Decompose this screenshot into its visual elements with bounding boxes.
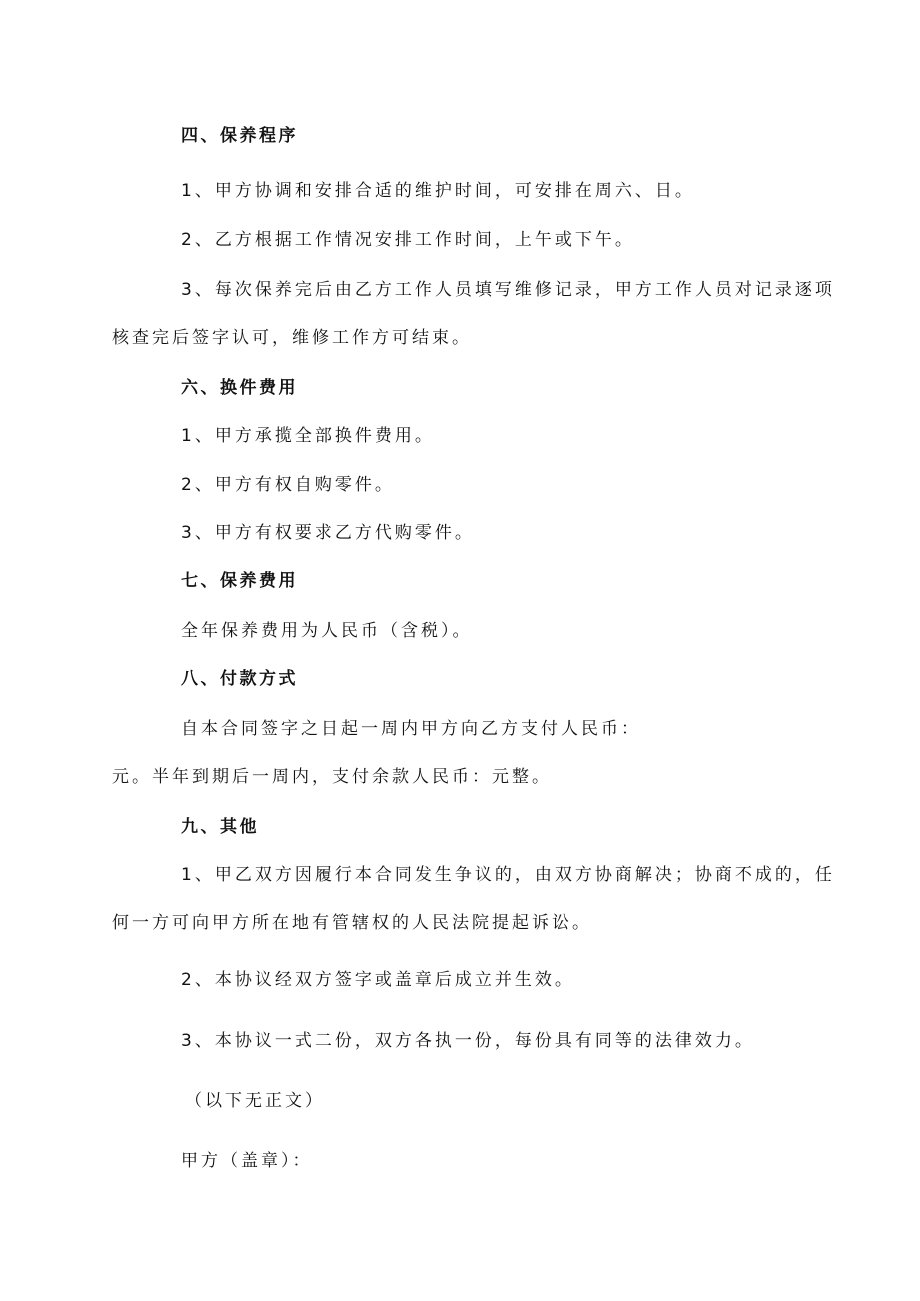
section-9-item-3: 3、本协议一式二份，双方各执一份，每份具有同等的法律效力。: [181, 1031, 755, 1051]
section-6-item-1: 1、甲方承揽全部换件费用。: [181, 426, 435, 446]
section-8-heading: 八、付款方式: [181, 669, 298, 689]
section-4-item-1: 1、甲方协调和安排合适的维护时间，可安排在周六、日。: [181, 181, 695, 201]
section-4-item-3-line-2: 核查完后签字认可，维修工作方可结束。: [112, 328, 472, 348]
section-9-item-1-line-2: 何一方可向甲方所在地有管辖权的人民法院提起诉讼。: [112, 913, 592, 933]
section-8-item-1-line-1: 自本合同签字之日起一周内甲方向乙方支付人民币：: [181, 719, 641, 739]
section-4-item-3-line-1: 3、每次保养完后由乙方工作人员填写维修记录，甲方工作人员对记录逐项: [181, 280, 835, 300]
section-7-heading: 七、保养费用: [181, 571, 298, 591]
section-6-heading: 六、换件费用: [181, 378, 298, 398]
section-6-item-3: 3、甲方有权要求乙方代购零件。: [181, 523, 475, 543]
section-7-item-1: 全年保养费用为人民币（含税）。: [181, 621, 473, 641]
section-9-heading: 九、其他: [181, 817, 259, 837]
end-of-text-note: （以下无正文）: [185, 1091, 325, 1111]
section-4-heading: 四、保养程序: [181, 126, 298, 146]
section-6-item-2: 2、甲方有权自购零件。: [181, 475, 395, 495]
party-a-seal-line: 甲方（盖章）：: [181, 1151, 313, 1171]
section-4-item-2: 2、乙方根据工作情况安排工作时间，上午或下午。: [181, 230, 635, 250]
section-9-item-1-line-1: 1、甲乙双方因履行本合同发生争议的，由双方协商解决；协商不成的，任: [181, 865, 835, 885]
section-9-item-2: 2、本协议经双方签字或盖章后成立并生效。: [181, 970, 575, 990]
section-8-item-1-line-2: 元。半年到期后一周内，支付余款人民币：元整。: [112, 767, 552, 787]
